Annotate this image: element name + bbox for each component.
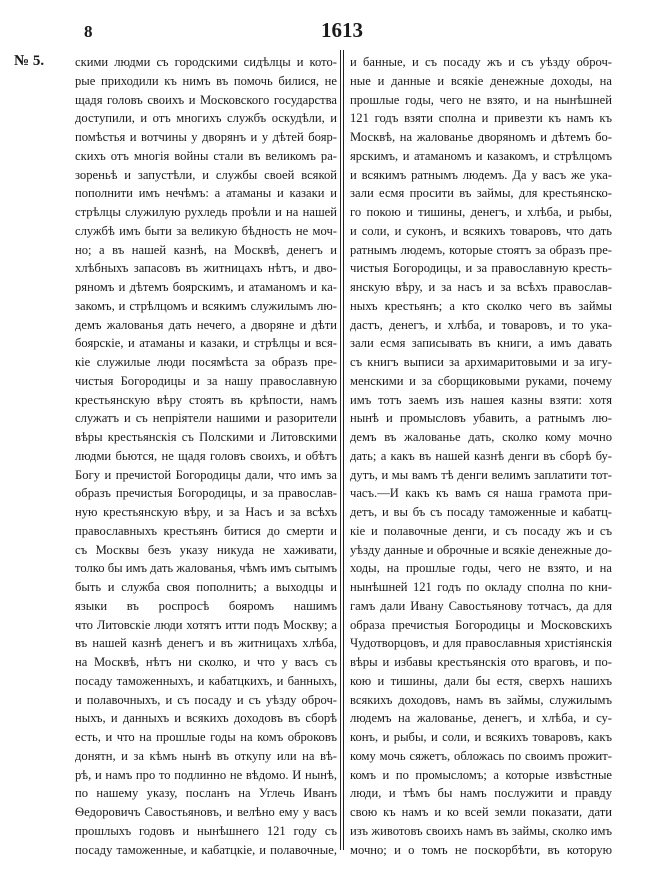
text-line: скихъ отъ многія войны стали въ великомъ ра- <box>75 148 337 163</box>
text-line: кіе и полавочные денги, и съ посаду жъ и съ <box>350 523 612 538</box>
text-line: православныхъ крестьянъ битися до смерти и <box>75 523 337 538</box>
text-line: скими людми съ городскими сидѣлцы и кото- <box>75 55 337 69</box>
text-line: и банные, и съ посаду жъ и съ уѣзду оброч- <box>350 55 612 69</box>
text-line: чистыя Богородицы, и за православную кресть- <box>350 261 612 276</box>
text-line: имъ тотъ заемъ изъ нашея казны взяти: хотя <box>350 392 612 407</box>
text-line: ные и данные и всякіе денежные доходы, на <box>350 73 612 88</box>
text-line: помѣстья и вотчины у дворянъ и у дѣтей бояр- <box>75 130 337 144</box>
text-line: посаду таможенные, и кабатцкіе, и полавочные, <box>75 842 337 857</box>
page-number: 8 <box>84 22 93 41</box>
text-line: прошлыхъ годовъ и нынѣшнего 121 году съ <box>75 823 337 838</box>
text-line: ратнымъ людемъ, которые стоятъ за образъ пре- <box>350 242 612 257</box>
text-line: рѣ, и намъ про то подлинно не вѣдомо. И нынѣ, <box>75 767 337 782</box>
text-line: вѣры и избавы крестьянскія ото враговъ, и по- <box>350 655 612 669</box>
text-line: гамъ дали Ивану Савостьянову тотчасъ, да для <box>350 598 612 613</box>
text-line: образъ пречистыя Богородицы, и за православ- <box>75 486 337 501</box>
text-line: рые приходили къ нимъ въ помочь билися, не <box>75 73 337 88</box>
text-line: го покою и тишины, денегъ, и хлѣба, и рыбы, <box>350 205 612 219</box>
text-line: щадя головъ своихъ и Московского государства <box>75 92 337 107</box>
text-line: янскую вѣру, и за насъ и за всѣхъ православ- <box>350 280 612 294</box>
text-line: дать; а какъ въ нашей казнѣ денги въ сборѣ бу- <box>350 448 612 463</box>
right-text-column <box>350 53 612 859</box>
text-line: нынѣ и промысловъ убавить, а ратнымъ лю- <box>350 411 612 426</box>
text-line: доступили, и отъ многихъ службъ оскудѣли, и <box>75 111 337 126</box>
text-line: и всякимъ ратнымъ людемъ. Да у васъ же ука- <box>350 167 612 182</box>
text-line: менскими и за сборщиковыми руками, почему <box>350 373 612 388</box>
text-line: кому мочь сяжетъ, обложась по своимъ прожит- <box>350 748 612 763</box>
text-line: ныхъ крестьянъ; а кто сколко чего въ займы <box>350 298 612 313</box>
text-line: ныхъ, и данныхъ и всякихъ доходовъ въ сборѣ <box>75 711 337 726</box>
text-line: нынѣшней 121 годъ по окладу сполна по кни- <box>350 580 612 594</box>
text-line: въ нашей казнѣ денегъ и въ житницахъ хлѣба, <box>75 636 337 651</box>
text-line: и соли, и суконъ, и всякихъ товаровъ, что дать <box>350 223 612 238</box>
text-line: комъ и по промысломъ; а которые извѣстные <box>350 767 612 782</box>
text-line: толко бы имъ дать жалованья, чѣмъ имъ сытымъ <box>75 561 337 576</box>
document-number: № 5. <box>14 53 45 69</box>
text-line: изъ животовъ своихъ намъ въ займы, сколко имъ <box>350 823 612 838</box>
text-line: уѣзду данные и оброчные и всякіе денежные до- <box>350 542 612 557</box>
column-divider-rule <box>343 50 344 850</box>
text-line: съ Москвы безъ указу никуда не хаживати, <box>75 542 337 557</box>
text-line: демъ жалованья дать нечего, а дворяне и дѣти <box>75 317 337 332</box>
text-line: и полавочныхъ, и съ посаду и съ уѣзду оброч- <box>75 692 337 707</box>
text-line: зали есмя записывать въ книги, а имъ давать <box>350 336 612 351</box>
text-line: закомъ, и стрѣлцомъ и всякимъ служилымъ лю- <box>75 298 337 313</box>
text-line: людми бьются, не щадя головъ своихъ, и обѣтъ <box>75 448 337 463</box>
text-line: 121 годъ взяти сполна и привезти къ намъ къ <box>350 111 612 126</box>
text-line: языки въ роспросѣ бояромъ нашимъ <box>75 598 337 613</box>
text-line: кою и тишины, дали бы естя, сверхъ нашихъ <box>350 673 612 688</box>
text-line: всякихъ доходовъ, намъ въ займы, служилымъ <box>350 692 612 707</box>
text-line: свою къ намъ и ко всей земли показати, дати <box>350 805 612 819</box>
text-line: хлѣбныхъ запасовъ въ житницахъ нѣтъ, и дво- <box>75 261 337 276</box>
text-line: на Москвѣ, нѣтъ ни сколко, и что у васъ съ <box>75 655 337 669</box>
text-line: съ книгъ выписи за архимаритовыми и за игу- <box>350 355 612 369</box>
text-line: донятн, и за кѣмъ нынѣ въ откупу или на вѣ- <box>75 748 337 763</box>
text-line: ряномъ и дѣтемъ боярскимъ, и атаманомъ и ка- <box>75 280 337 294</box>
text-line: демъ въ жалованье дать, сколко кому мочно <box>350 430 612 444</box>
text-line: людемъ на жалованье, денегъ, и хлѣба, и су- <box>350 711 612 726</box>
text-line: Чудотворцовъ, и для православныя христіянскія <box>350 636 612 651</box>
text-line: ходы, на прошлые годы, чего не взято, и на <box>350 561 612 576</box>
text-line: крестьянскую вѣру стоятъ въ крѣпости, намъ <box>75 392 337 407</box>
text-line: люди, и тѣмъ бы намъ послужити и правду <box>350 786 612 801</box>
text-line: конъ, и рыбы, и соли, и всякихъ товаровъ, какъ <box>350 730 612 744</box>
text-line: дутъ, и мы вамъ тѣ денги велимъ заплатити тот- <box>350 467 612 482</box>
text-line: ную крестьянскую вѣру, и за Насъ и за всѣхъ <box>75 505 337 519</box>
text-line: посаду таможенныхъ, и кабатцкихъ, и банныхъ, <box>75 673 337 688</box>
text-line: что Литовскіе люди хотятъ итти подъ Москву; а <box>75 617 337 632</box>
text-line: чистыя Богородицы и за нашу православную <box>75 373 337 388</box>
text-line: ярскимъ, и атаманомъ и казакомъ, и стрѣлцомъ <box>350 148 612 163</box>
text-line: боярскіе, и атаманы и казаки, и стрѣлцы и вся- <box>75 336 337 351</box>
text-line: Богу и пречистой Богородицы дали, что имъ за <box>75 467 337 482</box>
text-line: службѣ имъ быти за великую бѣдность не моч- <box>75 223 337 238</box>
text-line: мочно; и о томъ не поскорбѣти, въ которую <box>350 842 612 857</box>
left-text-column <box>75 53 337 859</box>
text-line: детъ, и вы бъ съ посаду таможенные и кабатц- <box>350 505 612 519</box>
text-line: дастъ, денегъ, и хлѣба, и товаровъ, и то ука- <box>350 317 612 332</box>
text-line: кіе служилые люди посямѣста за образъ пре- <box>75 355 337 369</box>
page-year-heading: 1613 <box>321 18 363 42</box>
text-line: есть, и что на прошлые годы на комъ оброковъ <box>75 730 337 744</box>
text-line: пополнити имъ нечѣмъ: а атаманы и казаки и <box>75 186 337 201</box>
text-line: зали есмя просити въ займы, для крестьянско- <box>350 186 612 201</box>
text-line: быть и служба своя пополнить; а выходцы и <box>75 580 337 594</box>
text-line: прошлые годы, чего не взято, и на нынѣшней <box>350 92 612 107</box>
text-line: Москвѣ, на жалованье дворяномъ и дѣтемъ бо- <box>350 130 612 144</box>
text-line: зореньѣ и запустѣли, и службы своей всякой <box>75 167 337 182</box>
text-line: Ѳедоровичъ Савостьяновъ, и велѣно ему у васъ <box>75 805 337 819</box>
text-line: часъ.—И какъ къ вамъ ся наша грамота при- <box>350 486 612 501</box>
text-line: вѣры крестьянскія съ Полскими и Литовскими <box>75 430 337 444</box>
text-line: служатъ и съ непріятели нашими и разорители <box>75 411 337 426</box>
text-line: по нашему указу, посланъ на Углечь Иванъ <box>75 786 337 801</box>
text-line: стрѣлцы служилую рухледь проѣли и на нашей <box>75 205 337 219</box>
column-divider-rule <box>340 50 341 850</box>
text-line: но; а въ нашей казнѣ, на Москвѣ, денегъ и <box>75 242 337 257</box>
text-line: образа пречистыя Богородицы и Московскихъ <box>350 617 612 632</box>
